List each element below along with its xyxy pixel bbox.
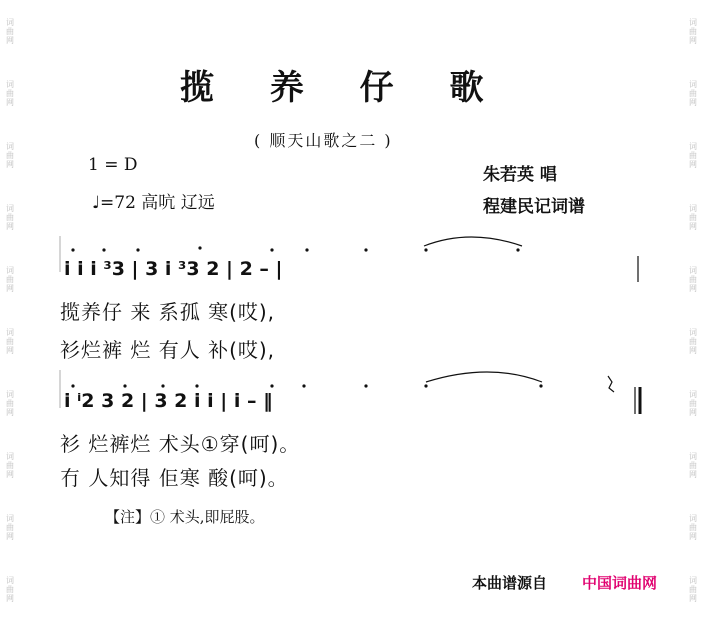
- watermark-group: 词 曲 网: [6, 265, 14, 293]
- song-title: 揽 养 仔 歌: [180, 68, 506, 108]
- watermark-group: 词 曲 网: [6, 514, 14, 542]
- notation-line-2: i ⁱ2 3 2 | 3 2 i i | i – ‖: [64, 390, 273, 412]
- watermark-group: 词 曲 网: [6, 141, 14, 169]
- watermark-group: 词 曲 网: [689, 452, 697, 480]
- notation-line-1: i i i ³3 | 3 i ³3 2 | 2 – |: [64, 258, 283, 280]
- watermark-group: 词 曲 网: [6, 328, 14, 356]
- tempo-marking: ♩=72 高吭 辽远: [92, 193, 215, 213]
- watermark-group: 词 曲 网: [689, 17, 697, 45]
- recorder-credit: 程建民记词谱: [483, 197, 585, 217]
- watermark-group: 词 曲 网: [689, 265, 697, 293]
- watermark-group: 词 曲 网: [6, 79, 14, 107]
- source-label: 本曲谱源自: [472, 574, 548, 592]
- key-signature: 1 = D: [88, 155, 138, 175]
- watermark-group: 词 曲 网: [689, 141, 697, 169]
- watermark-group: 词 曲 网: [6, 452, 14, 480]
- singer-credit: 朱若英 唱: [483, 165, 557, 185]
- watermark-group: 词 曲 网: [689, 203, 697, 231]
- lyric-line-2b: 冇 人知得 佢寒 酸(呵)。: [60, 466, 289, 490]
- lyric-line-2a: 衫 烂裤烂 术头①穿(呵)。: [60, 432, 301, 456]
- watermark-group: 词 曲 网: [6, 203, 14, 231]
- source-brand-link[interactable]: 中国词曲网: [582, 574, 658, 592]
- watermark-group: 词 曲 网: [689, 328, 697, 356]
- watermark-group: 词 曲 网: [689, 576, 697, 604]
- lyric-line-1b: 衫烂裤 烂 有人 补(哎),: [60, 338, 276, 362]
- watermark-group: 词 曲 网: [689, 390, 697, 418]
- song-subtitle: ( 顺天山歌之二 ): [254, 131, 393, 150]
- lyric-line-1a: 揽养仔 来 系孤 寒(哎),: [60, 300, 276, 324]
- footnote: 【注】① 术头,即屁股。: [105, 508, 265, 526]
- watermark-group: 词 曲 网: [6, 576, 14, 604]
- watermark-group: 词 曲 网: [6, 17, 14, 45]
- watermark-group: 词 曲 网: [689, 514, 697, 542]
- watermark-group: 词 曲 网: [689, 79, 697, 107]
- watermark-group: 词 曲 网: [6, 390, 14, 418]
